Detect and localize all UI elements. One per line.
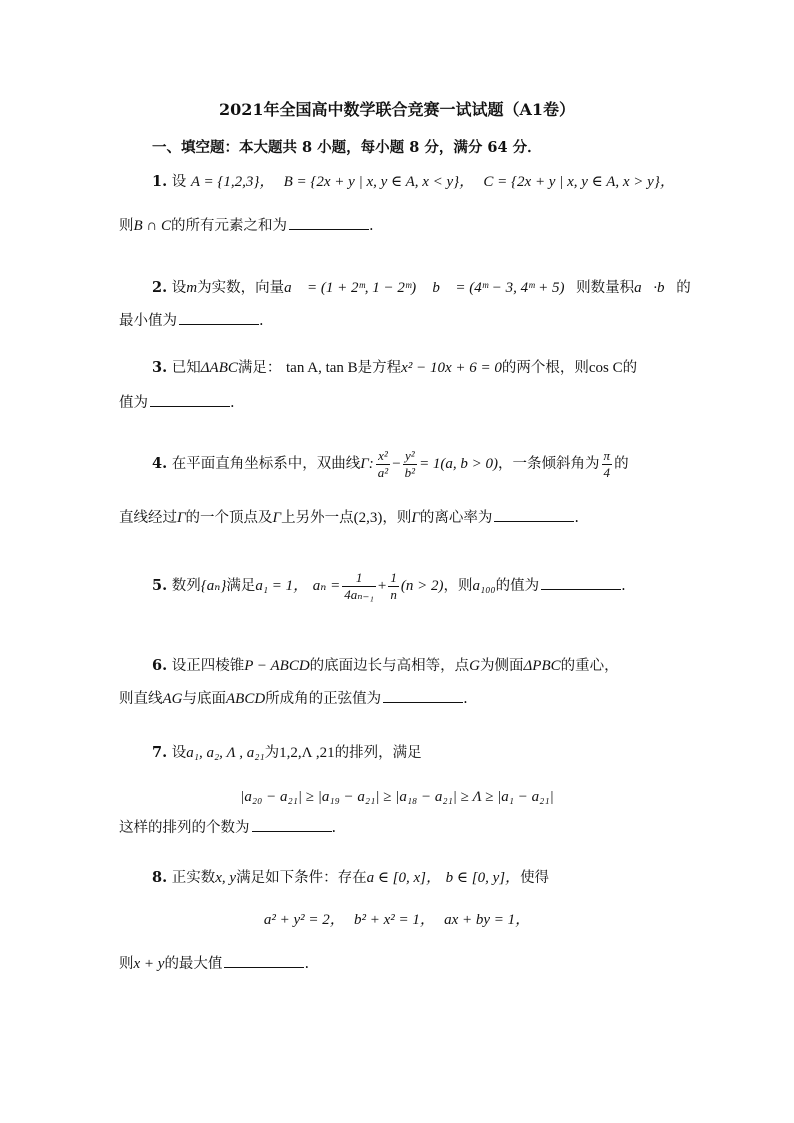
q4-gamma-1: Γ xyxy=(177,510,186,526)
q3-t4: 的两个根，则 xyxy=(501,360,589,376)
q6-line2c: 所成角的正弦值为 xyxy=(265,691,382,707)
q8-xy: x, y xyxy=(215,870,237,886)
q6-line2a: 则直线 xyxy=(119,691,163,707)
question-1-line-1 xyxy=(152,172,675,192)
q7-range: 1,2,Λ ,21 xyxy=(279,745,335,761)
section-heading xyxy=(152,138,542,158)
q2-vector-b: b⃗ = (4ᵐ − 3, 4ᵐ + 5)， xyxy=(432,280,577,296)
q5-end: . xyxy=(621,578,626,594)
q5-t3: ，则 xyxy=(443,578,473,594)
q1-set-b: B = {2x + y | x, y ∈ A, x < y}， xyxy=(283,174,475,190)
q4-a2: a² xyxy=(377,464,389,480)
q2-vector-a: a⃗ = (1 + 2ᵐ, 1 − 2ᵐ)， xyxy=(284,280,428,296)
q7-end: . xyxy=(331,820,337,836)
question-3-line-1 xyxy=(152,358,637,378)
question-5-line-1 xyxy=(152,564,626,608)
q4-four: 4 xyxy=(603,464,611,480)
question-6-line-1 xyxy=(152,656,619,676)
q3-t1: 已知 xyxy=(171,360,201,376)
q6-pbc: ΔPBC xyxy=(523,658,561,674)
q4-line2c: 上另外一点 xyxy=(281,510,354,526)
q6-end: . xyxy=(463,691,468,707)
q8-a-range: a ∈ [0, x]， xyxy=(366,870,442,886)
q6-ag: AG xyxy=(162,691,183,707)
q6-answer-blank[interactable] xyxy=(383,688,463,703)
q3-t5: 的 xyxy=(622,360,638,376)
q6-t4: 的重心， xyxy=(560,658,619,674)
q4-frac-pi xyxy=(602,448,613,481)
q3-tan: tan A, tan B xyxy=(286,360,358,376)
q1-set-a: A = {1,2,3}， xyxy=(190,174,275,190)
q8-answer-blank[interactable] xyxy=(224,953,304,968)
q8-equations xyxy=(0,910,794,930)
q4-t1: 在平面直角坐标系中，双曲线 xyxy=(171,456,361,472)
q1-set-c: C = {2x + y | x, y ∈ A, x > y}， xyxy=(483,174,675,190)
q1-b-cap-c: B ∩ C xyxy=(133,218,171,234)
q7-t1: 设 xyxy=(171,745,187,761)
q3-line2: 值为 xyxy=(119,395,148,411)
q2-t3: 则数量积 xyxy=(576,280,635,296)
q2-line2: 最小值为 xyxy=(119,313,177,329)
q1-answer-blank[interactable] xyxy=(289,215,369,230)
question-3-line-2 xyxy=(119,392,235,413)
q4-minus: − xyxy=(392,456,401,472)
q3-triangle: ΔABC xyxy=(200,360,238,376)
q4-frac-x xyxy=(376,448,390,481)
q8-end: . xyxy=(304,956,310,972)
q8-line3b: 的最大值 xyxy=(164,956,223,972)
page-title: 2021年全国高中数学联合竞赛一试试题（A1卷） xyxy=(218,100,576,119)
q3-cos: cos C xyxy=(588,360,623,376)
q6-t2: 的底面边长与高相等，点 xyxy=(309,658,470,674)
q7-inequality: |a₂₀ − a₂₁| ≥ |a₁₉ − a₂₁| ≥ |a₁₈ − a₂₁| ≥ Λ ≥ |a₁ − a₂₁| xyxy=(240,789,554,805)
question-7-line-3 xyxy=(119,817,336,838)
q8-eq1: a² + y² = 2， xyxy=(263,912,345,928)
question-7-line-1 xyxy=(152,743,422,763)
q1-line2a: 则 xyxy=(119,218,134,234)
q5-sequence: {aₙ} xyxy=(200,578,227,594)
q1-number: 1. xyxy=(152,173,168,190)
q1-line2b: 的所有元素之和为 xyxy=(171,218,287,234)
q4-gamma-3: Γ xyxy=(411,510,420,526)
q4-x2: x² xyxy=(376,448,390,465)
q3-t2: 满足： xyxy=(237,360,282,376)
q8-number: 8. xyxy=(152,869,168,886)
q6-pyramid: P − ABCD xyxy=(244,658,310,674)
q5-frac-1 xyxy=(342,570,376,603)
q6-line2b: 与底面 xyxy=(182,691,226,707)
q4-answer-blank[interactable] xyxy=(494,507,574,522)
q8-x-plus-y: x + y xyxy=(133,956,165,972)
question-6-line-2 xyxy=(119,688,468,709)
q5-t4: 的值为 xyxy=(495,578,540,594)
q4-gamma: Γ: xyxy=(360,456,374,472)
q5-n: n xyxy=(390,586,397,602)
q6-t1: 设正四棱锥 xyxy=(171,658,245,674)
q4-number: 4. xyxy=(152,455,168,472)
q5-a1: a₁ = 1， xyxy=(255,578,309,594)
q4-line2a: 直线经过 xyxy=(119,510,177,526)
q4-y2: y² xyxy=(403,448,417,465)
question-8-line-1 xyxy=(152,868,549,888)
q7-answer-blank[interactable] xyxy=(252,817,332,832)
question-4-line-1 xyxy=(152,442,629,486)
q8-line3a: 则 xyxy=(119,956,134,972)
q7-line3: 这样的排列的个数为 xyxy=(119,820,250,836)
question-2-line-1 xyxy=(152,278,691,298)
q3-answer-blank[interactable] xyxy=(150,392,230,407)
q8-eq2: b² + x² = 1， xyxy=(353,912,435,928)
q2-t1: 设 xyxy=(171,280,187,296)
q2-dot-product: a⃗·b⃗ xyxy=(634,280,677,296)
q5-answer-blank[interactable] xyxy=(541,575,621,590)
q3-equation: x² − 10x + 6 = 0 xyxy=(401,360,502,376)
q7-t2: 为 xyxy=(264,745,280,761)
q4-line2b: 的一个顶点及 xyxy=(185,510,273,526)
q4-end: . xyxy=(574,510,579,526)
q5-frac-2 xyxy=(388,570,399,603)
q7-number: 7. xyxy=(152,744,168,761)
q5-one: 1 xyxy=(342,570,376,587)
q3-end: . xyxy=(230,395,235,411)
q5-t2: 满足 xyxy=(226,578,256,594)
q5-a100: a₁₀₀ xyxy=(472,578,496,594)
q4-t2: ，一条倾斜角为 xyxy=(498,456,600,472)
q3-t3: 是方程 xyxy=(357,360,402,376)
q5-one-2: 1 xyxy=(390,569,397,585)
q8-eq3: ax + by = 1， xyxy=(444,912,531,928)
q4-frac-y xyxy=(403,448,417,481)
q4-t3: 的 xyxy=(614,456,629,472)
q2-end: . xyxy=(259,313,264,329)
q5-condition: (n > 2) xyxy=(400,578,444,594)
q3-number: 3. xyxy=(152,359,168,376)
question-4-line-2 xyxy=(119,507,579,528)
q6-abcd: ABCD xyxy=(226,691,266,707)
q7-sequence: a₁, a₂, Λ , a₂₁ xyxy=(186,745,265,761)
q4-gamma-2: Γ xyxy=(272,510,282,526)
q5-number: 5. xyxy=(152,577,168,594)
q5-an: aₙ = xyxy=(312,578,341,594)
q2-answer-blank[interactable] xyxy=(179,310,259,325)
q5-den: 4aₙ₋₁ xyxy=(344,586,374,602)
q1-end: . xyxy=(369,218,374,234)
q2-m: m xyxy=(186,280,198,296)
q5-t1: 数列 xyxy=(171,578,201,594)
q7-t3: 的排列，满足 xyxy=(334,745,422,761)
question-2-line-2 xyxy=(119,310,264,331)
question-8-line-3 xyxy=(119,953,309,974)
q4-line2d: ，则 xyxy=(382,510,412,526)
q4-b2: b² xyxy=(404,464,416,480)
q2-t2: 为实数，向量 xyxy=(197,280,285,296)
question-1-line-2 xyxy=(119,215,374,236)
section-text: 一、填空题：本大题共 8 小题，每小题 8 分，满分 64 分． xyxy=(152,139,542,156)
q8-t1: 正实数 xyxy=(171,870,216,886)
q4-pi: π xyxy=(603,447,611,463)
q4-equation: = 1(a, b > 0) xyxy=(419,456,499,472)
q8-t3: 使得 xyxy=(520,870,550,886)
q1-text: 设 xyxy=(171,174,187,190)
q5-plus: + xyxy=(377,578,387,594)
q4-line2e: 的离心率为 xyxy=(419,510,493,526)
q6-g: G xyxy=(469,658,480,674)
q8-t2: 满足如下条件：存在 xyxy=(236,870,367,886)
q2-number: 2. xyxy=(152,279,168,296)
q4-point: (2,3) xyxy=(353,510,383,526)
q6-number: 6. xyxy=(152,657,168,674)
q6-t3: 为侧面 xyxy=(480,658,524,674)
q8-b-range: b ∈ [0, y]， xyxy=(445,870,521,886)
q2-t4: 的 xyxy=(676,280,691,296)
